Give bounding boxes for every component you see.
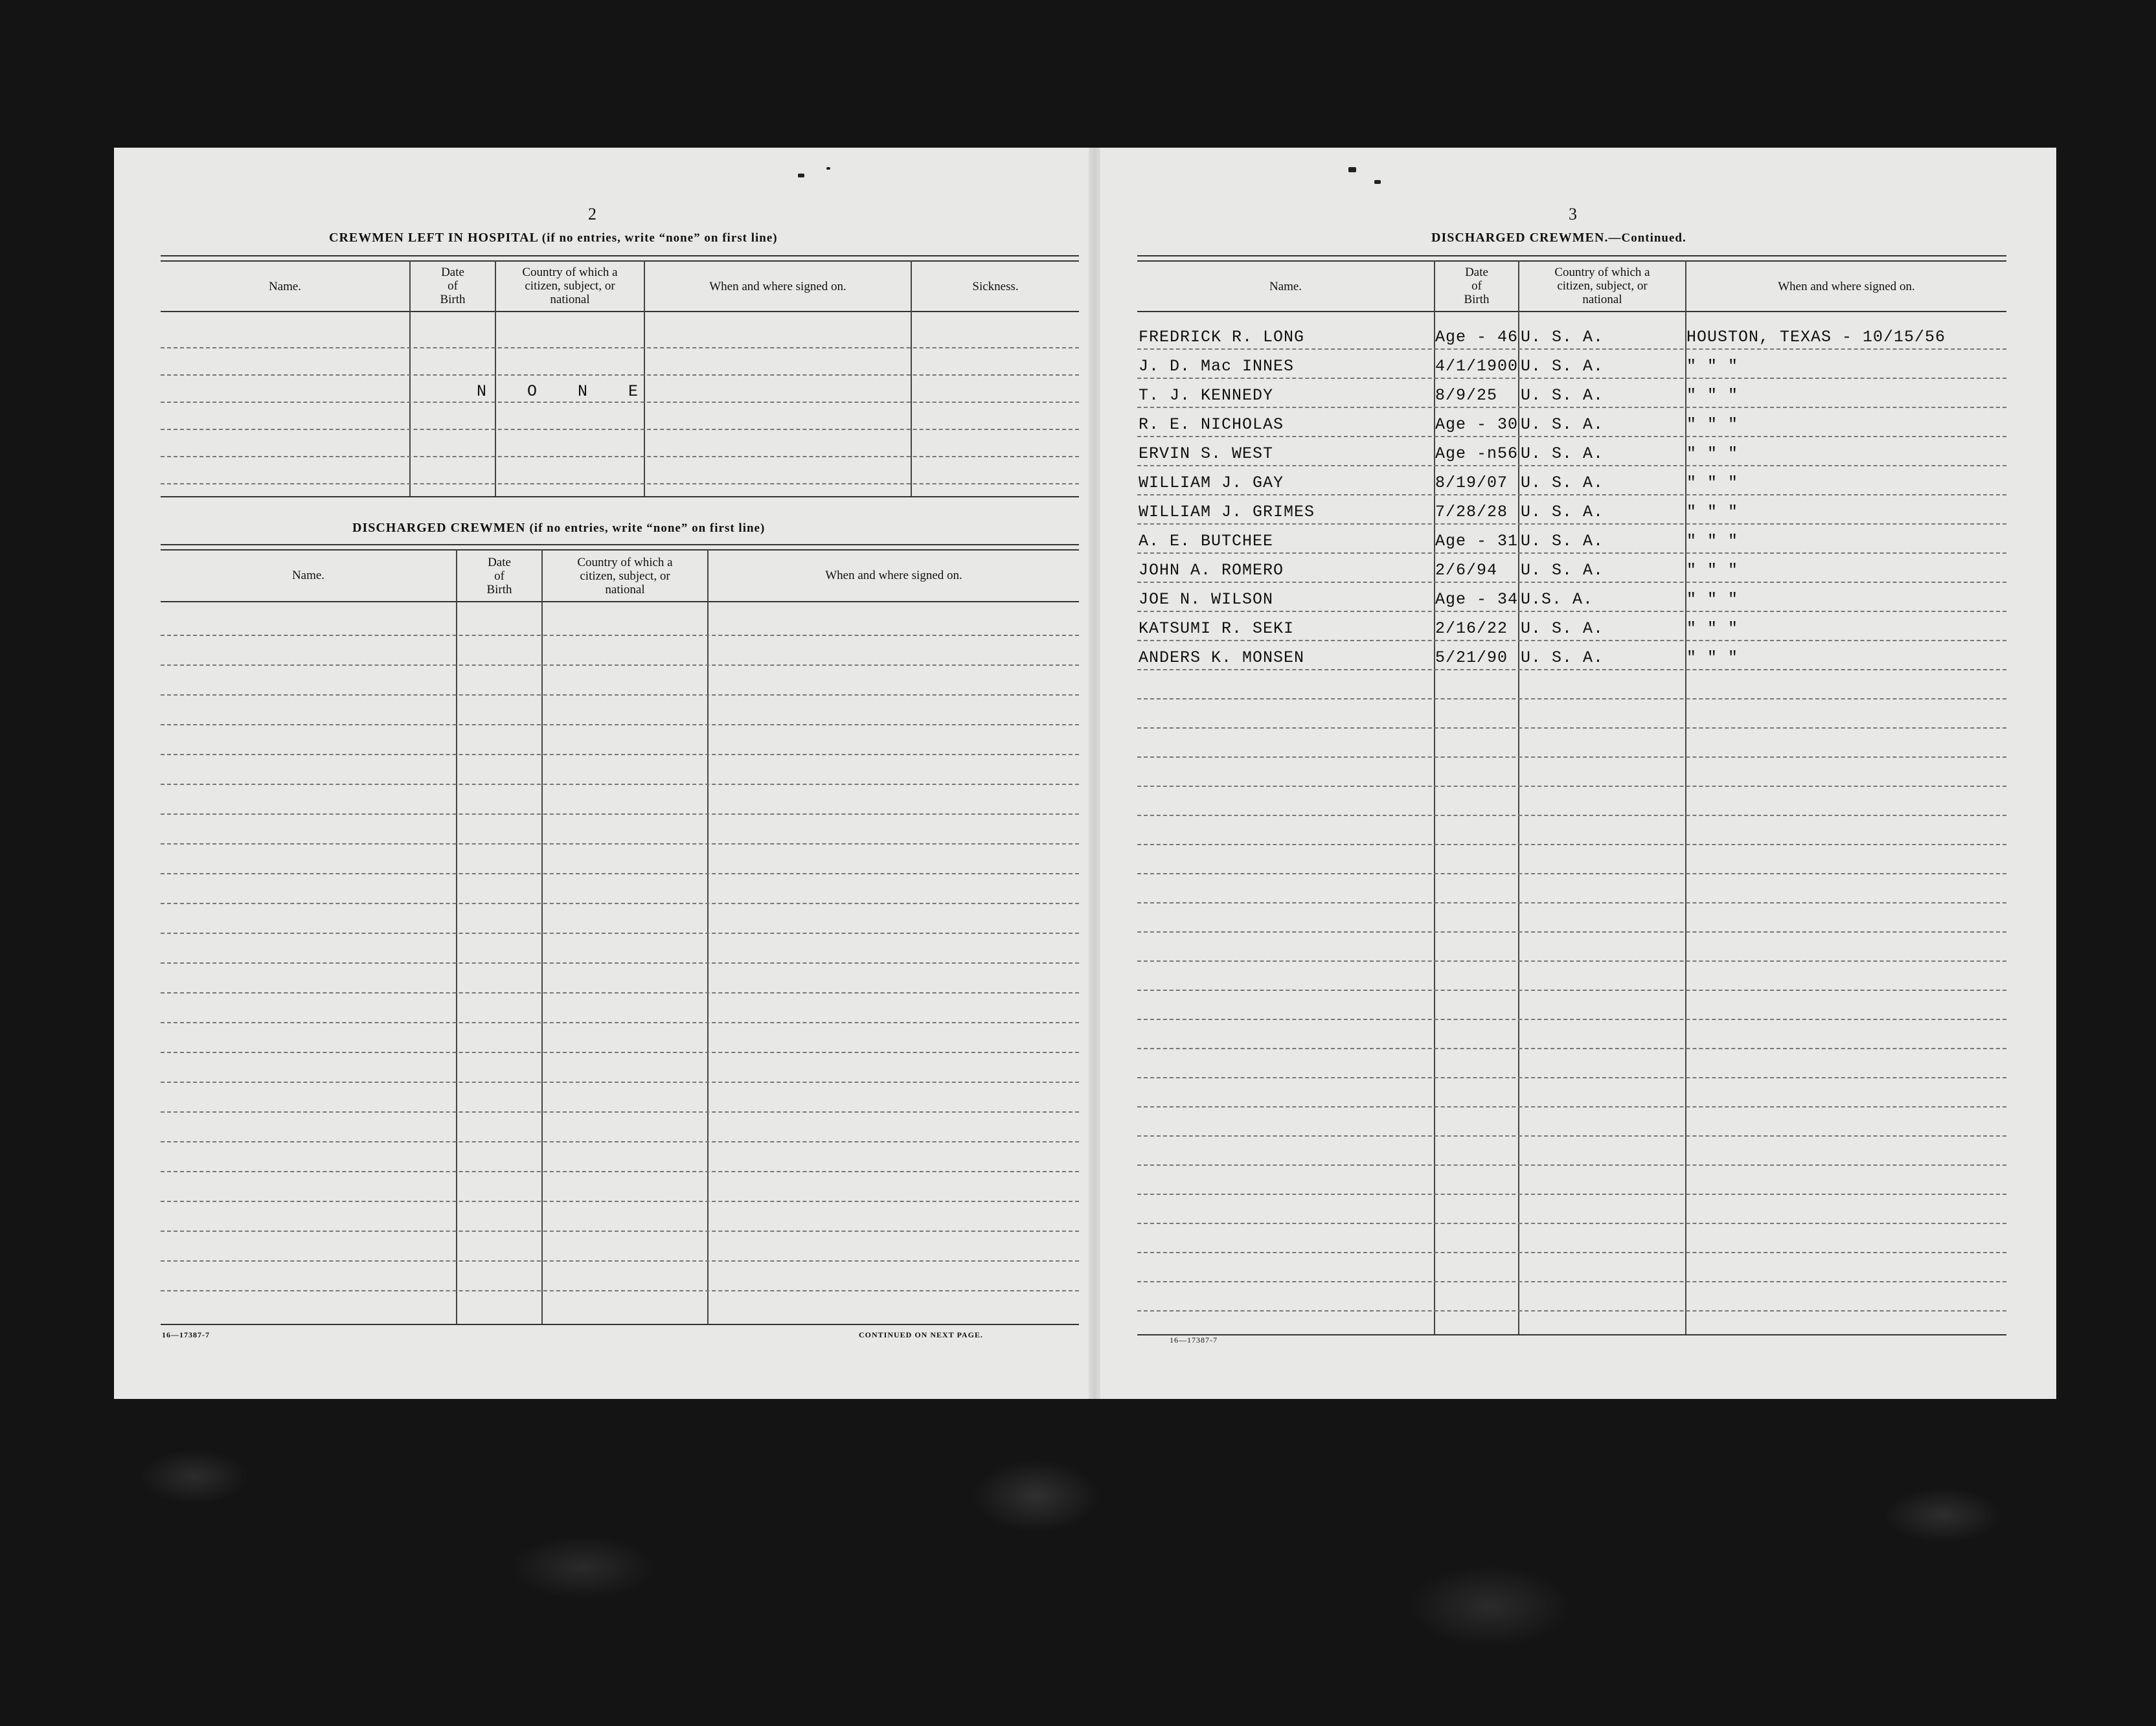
crew-country: U. S. A. <box>1521 415 1604 434</box>
scan-speck <box>1348 167 1356 172</box>
entry-line <box>1137 1106 2006 1107</box>
entry-line <box>1137 669 2006 670</box>
entry-line <box>161 1141 1079 1142</box>
entry-line <box>1137 1223 2006 1224</box>
crew-signed-on: " " " <box>1686 503 1739 521</box>
crew-signed-on: " " " <box>1686 386 1739 405</box>
entry-line <box>1137 582 2006 583</box>
discharged-continued-title <box>1431 231 1686 245</box>
entry-line <box>1137 378 2006 379</box>
section-title-note: (if no entries, write “none” on first line) <box>541 231 778 245</box>
column-header-name: Name. <box>268 280 302 293</box>
entry-line <box>161 962 1079 964</box>
crew-signed-on: " " " <box>1686 473 1739 492</box>
section-title-text: DISCHARGED CREWMEN <box>352 521 526 535</box>
entry-line <box>1137 698 2006 699</box>
crew-name: KATSUMI R. SEKI <box>1139 619 1295 638</box>
crew-signed-on: " " " <box>1686 590 1739 609</box>
entry-line <box>1137 465 2006 466</box>
entry-line <box>161 1111 1079 1113</box>
scan-speck <box>798 174 804 177</box>
entry-line <box>161 1171 1079 1172</box>
crew-signed-on: HOUSTON, TEXAS - 10/15/56 <box>1686 328 1946 346</box>
crew-country: U. S. A. <box>1521 503 1604 521</box>
page-number: 2 <box>588 205 596 223</box>
crew-name: T. J. KENNEDY <box>1139 386 1274 405</box>
crew-signed-on: " " " <box>1686 357 1739 376</box>
entry-line <box>161 754 1079 755</box>
crew-country: U. S. A. <box>1521 561 1604 580</box>
crew-signed-on: " " " <box>1686 415 1739 434</box>
entry-line <box>161 694 1079 696</box>
crew-dob: 8/9/25 <box>1435 386 1498 405</box>
entry-line <box>1137 1194 2006 1195</box>
entry-line <box>161 843 1079 845</box>
column-header-name: Name. <box>1269 280 1302 293</box>
entry-line <box>161 813 1079 815</box>
column-header-signed: When and where signed on. <box>1778 280 1915 293</box>
crew-country: U. S. A. <box>1521 532 1604 551</box>
hospital-none-entry: N O N E <box>477 382 654 401</box>
column-header-country: Country of which a citizen, subject, or national <box>522 266 618 306</box>
entry-line <box>161 992 1079 994</box>
crew-name: JOE N. WILSON <box>1139 590 1274 609</box>
entry-line <box>161 1260 1079 1262</box>
entry-line <box>1137 436 2006 437</box>
entry-line <box>1137 611 2006 612</box>
entry-line <box>1137 902 2006 903</box>
crew-dob: Age - 34 <box>1435 590 1519 609</box>
crew-name: ERVIN S. WEST <box>1139 444 1274 463</box>
entry-line <box>1137 756 2006 758</box>
entry-line <box>1137 1281 2006 1282</box>
crew-name: A. E. BUTCHEE <box>1139 532 1274 551</box>
entry-line <box>1137 348 2006 350</box>
entry-line <box>1137 1019 2006 1020</box>
column-header-country: Country of which a citizen, subject, or national <box>577 556 673 596</box>
column-header-dob: Date of Birth <box>1464 266 1490 306</box>
section-title-text: CREWMEN LEFT IN HOSPITAL <box>329 231 538 245</box>
crew-dob: 4/1/1900 <box>1435 357 1519 376</box>
entry-line <box>161 1290 1079 1291</box>
entry-line <box>1137 931 2006 933</box>
crew-country: U. S. A. <box>1521 357 1604 376</box>
crew-country: U. S. A. <box>1521 444 1604 463</box>
entry-line <box>161 635 1079 636</box>
entry-line <box>1137 1135 2006 1137</box>
section-title-note: (if no entries, write “none” on first line) <box>529 521 766 535</box>
column-header-sickness: Sickness. <box>972 280 1019 293</box>
entry-line <box>1137 407 2006 408</box>
document-spread <box>114 148 2056 1399</box>
entry-line <box>1137 727 2006 729</box>
entry-line <box>161 1022 1079 1023</box>
entry-line <box>1137 786 2006 787</box>
crew-name: WILLIAM J. GAY <box>1139 473 1284 492</box>
crew-country: U. S. A. <box>1521 648 1604 667</box>
entry-line <box>1137 640 2006 641</box>
section-title-text: DISCHARGED CREWMEN. <box>1431 231 1609 245</box>
crew-dob: 2/6/94 <box>1435 561 1498 580</box>
crew-signed-on: " " " <box>1686 619 1739 638</box>
entry-line <box>1137 523 2006 525</box>
column-header-signed: When and where signed on. <box>825 569 962 582</box>
crew-country: U. S. A. <box>1521 619 1604 638</box>
crew-country: U. S. A. <box>1521 328 1604 346</box>
page-number: 3 <box>1569 205 1577 223</box>
hospital-section-title <box>329 231 778 245</box>
entry-line <box>1137 990 2006 991</box>
crew-dob: 5/21/90 <box>1435 648 1508 667</box>
column-header-dob: Date of Birth <box>486 556 512 596</box>
entry-line <box>1137 1048 2006 1049</box>
entry-line <box>161 724 1079 725</box>
entry-line <box>161 1201 1079 1202</box>
entry-line <box>1137 1164 2006 1166</box>
crew-dob: Age - 31 <box>1435 532 1519 551</box>
crew-country: U. S. A. <box>1521 386 1604 405</box>
crew-dob: 7/28/28 <box>1435 503 1508 521</box>
form-number: 16—17387-7 <box>162 1330 210 1339</box>
center-fold <box>1089 148 1100 1399</box>
entry-line <box>161 873 1079 874</box>
crew-dob: 8/19/07 <box>1435 473 1508 492</box>
entry-line <box>1137 844 2006 845</box>
crew-name: FREDRICK R. LONG <box>1139 328 1305 346</box>
entry-line <box>1137 494 2006 495</box>
crew-signed-on: " " " <box>1686 532 1739 551</box>
crew-dob: Age -n56 <box>1435 444 1519 463</box>
crew-country: U. S. A. <box>1521 473 1604 492</box>
entry-line <box>1137 1252 2006 1253</box>
entry-line <box>1137 1310 2006 1312</box>
column-header-country: Country of which a citizen, subject, or national <box>1554 266 1650 306</box>
entry-line <box>161 1231 1079 1232</box>
column-header-signed: When and where signed on. <box>709 280 846 293</box>
crew-signed-on: " " " <box>1686 444 1739 463</box>
discharged-section-title <box>352 521 765 536</box>
entry-line <box>161 1082 1079 1083</box>
entry-line <box>1137 960 2006 962</box>
crew-dob: Age - 30 <box>1435 415 1519 434</box>
scan-speck <box>1374 180 1381 184</box>
crew-dob: Age - 46 <box>1435 328 1519 346</box>
entry-line <box>1137 552 2006 554</box>
entry-line <box>1137 873 2006 874</box>
crew-name: ANDERS K. MONSEN <box>1139 648 1305 667</box>
scan-speck <box>826 167 830 170</box>
section-title-note: —Continued. <box>1608 231 1686 245</box>
crew-signed-on: " " " <box>1686 648 1739 667</box>
entry-line <box>161 933 1079 934</box>
form-number: 16—17387-7 <box>1170 1335 1218 1345</box>
crew-country: U.S. A. <box>1521 590 1594 609</box>
crew-name: R. E. NICHOLAS <box>1139 415 1284 434</box>
crew-dob: 2/16/22 <box>1435 619 1508 638</box>
scan-background <box>0 1399 2156 1726</box>
continued-note: CONTINUED ON NEXT PAGE. <box>859 1330 983 1339</box>
entry-line <box>161 903 1079 904</box>
entry-line <box>161 784 1079 785</box>
crew-signed-on: " " " <box>1686 561 1739 580</box>
crew-name: JOHN A. ROMERO <box>1139 561 1284 580</box>
entry-line <box>1137 1077 2006 1078</box>
entry-line <box>161 1052 1079 1053</box>
entry-line <box>161 664 1079 666</box>
crew-name: WILLIAM J. GRIMES <box>1139 503 1315 521</box>
column-header-dob: Date of Birth <box>440 266 466 306</box>
column-header-name: Name. <box>291 569 325 582</box>
entry-line <box>1137 815 2006 816</box>
crew-name: J. D. Mac INNES <box>1139 357 1295 376</box>
